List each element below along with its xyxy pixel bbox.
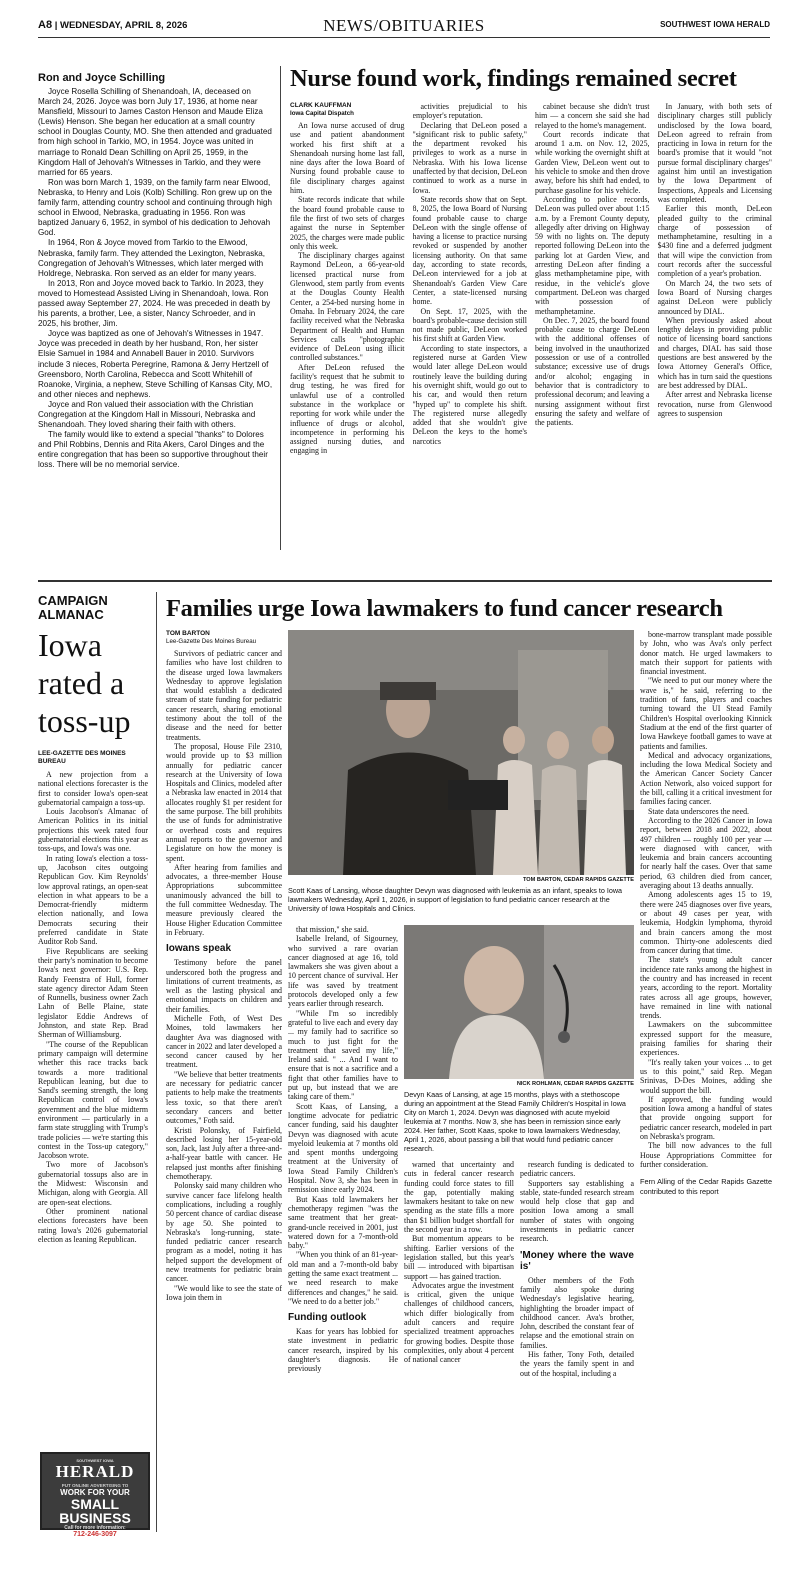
page-folio: A8 | WEDNESDAY, APRIL 8, 2026 NEWS/OBITUARIES SOUTHWEST IOWA HERALD: [38, 16, 770, 38]
article-paragraph: Medical and advocacy organizations, including the Iowa Medical Society and the American Cancer Society Cancer Action Network, also voiced support for the bill, calling it a critical investment for families facing cancer.: [640, 750, 772, 807]
obituary-paragraph: Joyce Rosella Schilling of Shenandoah, IA, deceased on March 24, 2026. Joyce was born July 17, 1936, at home near Mansfield, Missouri to James Caston Henson and Maude Eliza (Lewis) Henson. She began her education at a small country school in Douglas County, MO. She then attended and graduated from high school in Tarkio, MO, in 1954. Joyce was united in marriage to Ronald Dean Schilling on April 25, 1959, in the Kingdom Hall of Jehovah's Witnesses in Tarkio, and they were married for 65 years.: [38, 87, 272, 177]
article-paragraph: "It's really taken your voices ... to get us to this point," said Rep. Megan Srinivas, D-Des Moines, adding she would support the bill.: [640, 1057, 772, 1095]
obituary-paragraph: Ron was born March 1, 1939, on the family farm near Elwood, Nebraska, to Henry and Lois (Kolb) Schilling. Ron grew up on the family farm, attending country school and continuing through high school in Elwood, Nebraska, graduating in 1956. Ron was baptized January 6, 1952, in symbol of his dedication to Jehovah God.: [38, 177, 272, 238]
article-paragraph: On Sept. 17, 2025, with the board's probable-cause decision still not made public, DeLeon worked his first shift at Garden View.: [412, 306, 527, 344]
article-paragraph: On March 24, the two sets of Iowa Board of Nursing charges against DeLeon were publicly announced by DIAL.: [657, 278, 772, 316]
subhead-funding-outlook: Funding outlook: [288, 1312, 367, 1324]
contributor-note: Fern Alling of the Cedar Rapids Gazette contributed to this report: [640, 1177, 772, 1196]
nurse-col-1: [290, 102, 405, 562]
cancer-headline-wrap: [166, 594, 772, 624]
article-paragraph: But momentum appears to be shifting. Earlier versions of the legislation stalled, but this year's bill — introduced with bipartisan support — has gained traction.: [404, 1234, 514, 1281]
article-text: [413, 102, 528, 446]
obituary: [38, 72, 275, 471]
nurse-org: Iowa Capital Dispatch: [290, 110, 354, 117]
article-paragraph: Advocates argue the investment is critical, given the unique challenges of childhood cancers, which differ biologically from adult cancers and require specialized treatment approaches for growing bodies. Despite those complexities, only about 4 percent of national cancer: [404, 1280, 514, 1365]
article-paragraph: warned that uncertainty and cuts in federal cancer research funding could force states to fill the gap, potentially making lawmakers hesitant to take on new spending as the state fills a more than $1 billion budget shortfall for the second year in a row.: [404, 1160, 514, 1235]
article-paragraph: Lawmakers on the subcommittee expressed support for the measure, praising families for sharing their experiences.: [640, 1020, 772, 1058]
article-text: [535, 102, 650, 427]
article-paragraph: State records indicate that while the board found probable cause to file the first of two sets of charges against the nurse in September 2025, the charges were made public only this week.: [290, 195, 405, 251]
article-paragraph: In January, with both sets of disciplinary charges still publicly undisclosed by the Iowa board, DeLeon agreed to refrain from practicing in Iowa in return for the board's promise that it would "not pursue formal disciplinary charges" against him until an investigation by the Iowa Department of Inspections, Appeals and Licensing was completed.: [657, 102, 772, 204]
cancer-col-2: [288, 925, 398, 1530]
article-paragraph: bone-marrow transplant made possible by John, who was Ava's only perfect donor match. He urged lawmakers to match their support for patients with financial investment.: [640, 630, 772, 677]
article-paragraph: Survivors of pediatric cancer and families who have lost children to the disease urged Iowa lawmakers Wednesday to approve legislation that would establish a dedicated stream of state funding for pediatric cancer research, sharing emotional testimony about the toll of the disease and the need for better treatments.: [166, 649, 282, 742]
article-paragraph: activities prejudicial to his employer's reputation.: [412, 102, 527, 121]
nurse-story: [290, 64, 772, 562]
article-paragraph: The bill now advances to the full House Appropriations Committee for further consideration.: [640, 1141, 772, 1169]
article-text: [288, 1327, 398, 1373]
article-paragraph: After arrest and Nebraska license revocation, nurse from Glenwood agrees to suspension: [657, 390, 772, 418]
photo-devyn-kaas: [404, 925, 634, 1079]
article-paragraph: "We need to put our money where the wave is," he said, referring to the tradition of fans, players and coaches turning toward the UI Stead Family Children's Hospital overlooking Kinnick Stadium at the end of the first quarter of Iowa Hawkeye football games to wave at patients and families.: [640, 676, 772, 751]
photo-1-image: [288, 630, 634, 875]
article-paragraph: "We would like to see the state of Iowa join them in: [166, 1283, 282, 1302]
almanac-paragraph: "The course of the Republican primary campaign will determine whether this race tracks back towards a more traditional Republican leaning, but due to Sand's seeming strength, the long Republican control of Iowa's government and the blue midterm environment — particularly in a farm state struggling with Trump's trade policies — we're starting this contest in the Toss-up category," Jacobson wrote.: [38, 1039, 148, 1161]
cancer-col-5: [640, 630, 772, 1530]
article-paragraph: research funding is dedicated to pediatric cancers.: [520, 1160, 634, 1179]
article-paragraph: According to state inspectors, a registered nurse at Garden View would later allege DeLeon would routinely leave the building during his overnight shift, would go out to his car, and would then return "hyped up" to complete his shift. The registered nurse allegedly added that she wouldn't give DeLeon the keys to the home's narcotics: [412, 343, 527, 446]
article-paragraph: Court records indicate that around 1 a.m. on Nov. 12, 2025, while working the overnight shift at Garden View, DeLeon went out to his vehicle to smoke and then drove away, before his shift had ended, to purchase gasoline for his vehicle.: [535, 129, 650, 195]
almanac-kicker: CAMPAIGN ALMANAC: [38, 593, 108, 622]
ad-small: SOUTHWEST IOWA: [76, 1458, 114, 1463]
column-divider: [280, 66, 281, 550]
article-paragraph: The state's young adult cancer incidence rate ranks among the highest in the country and has increased in recent years, according to the report. Mortality rates across all age groups, however, have remained in line with national trends.: [640, 955, 772, 1021]
article-paragraph: State records show that on Sept. 8, 2025, the Iowa Board of Nursing found probable cause to charge DeLeon with the single offense of having a license to practice nursing revoked or suspended by another licensing authority. On that same day, according to state records, DeLeon interviewed for a job at Shenandoah's Garden View Care Center, a state-licensed nursing home.: [412, 194, 527, 307]
nurse-col-2: [413, 102, 528, 562]
obituary-title: Ron and Joyce Schilling: [38, 72, 166, 84]
obituary-paragraph: Joyce and Ron valued their association with the Christian Congregation at the Kingdom Hall in Missouri, Nebraska and Shenandoah. They loved sharing their faith with others.: [38, 399, 256, 430]
subhead-money-wave: 'Money where the wave is': [520, 1249, 634, 1272]
obituary-body: [38, 87, 275, 471]
ad-line-1: WORK FOR YOUR: [60, 1488, 130, 1497]
article-paragraph: Scott Kaas, of Lansing, a longtime advocate for pediatric cancer funding, said his daughter Devyn was diagnosed with acute myeloid leukemia at 7 months old and spent months undergoing treatment at the University of Iowa Stead Family Children's Hospital. Now 3, she has been in remission since early 2024.: [288, 1101, 398, 1195]
cancer-author: TOM BARTON: [166, 630, 210, 637]
article-text: [166, 958, 282, 1302]
article-paragraph: An Iowa nurse accused of drug use and patient abandonment worked his first shift at a Shenandoah nursing home last fall, nine days after the Iowa Board of Nursing found probable cause to file disciplinary charges against him.: [290, 121, 405, 196]
article-paragraph: His father, Tony Foth, detailed the years the family spent in and out of the hospital, including a: [520, 1350, 634, 1378]
article-text: [658, 102, 773, 418]
photo-1-caption: Scott Kaas of Lansing, whose daughter Devyn was diagnosed with leukemia as an infant, speaks to Iowa lawmakers Wednesday, April 1, 2026, in support of legislation to fund pediatric cancer research at the University of Iowa Hospitals and Clinics.: [288, 886, 623, 913]
article-paragraph: that mission," she said.: [296, 925, 369, 934]
article-text: [166, 649, 282, 937]
nurse-headline: Nurse found work, findings remained secret: [290, 65, 737, 92]
photo-2-credit: NICK ROHLMAN, CEDAR RAPIDS GAZETTE: [516, 1081, 634, 1087]
herald-ad[interactable]: [40, 1452, 150, 1538]
page-number: A8: [38, 19, 53, 31]
ad-line-3: BUSINESS: [59, 1510, 131, 1526]
article-paragraph: The disciplinary charges against Raymond DeLeon, a 66-year-old licensed practical nurse from Glenwood, stem partly from events at the Douglas County Health Center, a 254-bed nursing home in Omaha. In February 2024, the care facility received what the Nebraska Department of Health and Human Services calls "photographic evidence of DeLeon using illicit controlled substances.": [290, 251, 405, 363]
article-text: [290, 121, 405, 456]
article-paragraph: Supporters say establishing a stable, state-funded research stream would help close that gap and position Iowa among a small number of states with ongoing investments in pediatric cancer research.: [520, 1178, 634, 1244]
obituary-paragraph: In 1964, Ron & Joyce moved from Tarkio to the Elwood, Nebraska, family farm. They attended the Lexington, Nebraska, Congregation of Jehovah's Witnesses, which later merged with Holdrege, Nebraska. Ron served as an elder for many years.: [38, 238, 266, 278]
article-paragraph: After DeLeon refused the facility's request that he submit to drug testing, he was fired for unlawful use of a controlled substance in the workplace or reporting for work while under the influence of drugs or alcohol, incompetence in performing his assigned nursing duties, and engaging in: [290, 362, 405, 456]
section-title: NEWS/OBITUARIES: [323, 16, 485, 35]
almanac-paragraph: Louis Jacobson's Almanac of American Politics in its initial projections this week rated four gubernatorial elections this year as toss-ups, and Iowa's was one.: [38, 807, 148, 854]
almanac-paragraph: In rating Iowa's election a toss-up, Jacobson cites outgoing Republican Gov. Kim Reynolds' low approval ratings, an open-seat election in what appears to be a Democrat-friendly midterm election nationally, and Iowa Democrats securing their preferred candidate in State Auditor Rob Sand.: [38, 853, 148, 947]
cancer-col-4: [520, 1160, 634, 1530]
almanac-paragraph: Two more of Jacobson's gubernatorial tossups also are in the Midwest: Wisconsin and Michigan, along with Georgia. All are open-seat elections.: [38, 1160, 148, 1207]
column-divider: [156, 592, 157, 1532]
article-paragraph: Among adolescents ages 15 to 19, there were 245 diagnoses over five years, or about 49 cases per year, with leukemia, Hodgkin lymphoma, thyroid and brain cancers among the most common. Thirty-one adolescents died from cancer during that time.: [640, 890, 772, 956]
almanac-paragraph: Other prominent national elections forecasters have been rating Iowa's 2026 gubernatorial election as leaning Republican.: [38, 1206, 148, 1244]
article-paragraph: According to police records, DeLeon was pulled over about 1:15 a.m. by a Fremont County deputy, allegedly after driving on Highway 59 with no lights on. The deputy reported following DeLeon into the parking lot at Garden View, and arresting DeLeon after finding a glass methamphetamine pipe, with residue, in the vehicle's glove compartment. DeLeon was charged with possession of methamphetamine.: [535, 194, 650, 316]
cancer-col-1: [166, 630, 282, 1530]
article-paragraph: Kaas for years has lobbied for state investment in pediatric cancer research, inspired by his daughter's diagnosis. He previously: [288, 1327, 398, 1374]
article-text: [640, 630, 772, 1169]
article-paragraph: The proposal, House File 2310, would provide up to $3 million annually for pediatric cancer research at the University of Iowa Hospitals and Clinics, modeled after a Nebraska law enacted in 2014 that allocates roughly $1 per resident for the same purpose. The bill prohibits the use of funds for administrative or overhead costs and requires annual reports to the governor and Legislature on how the money is spent.: [166, 741, 282, 863]
ad-tagline: PUT ONLINE ADVERTISING TO: [61, 1483, 129, 1488]
obituary-paragraph: Joyce was baptized as one of Jehovah's Witnesses in 1947. Joyce was preceded in death by her husband, Ron, her sister Elsie Samuel in 1984 and Annabell Bauer in 2010. Survivors include 3 nieces, Roberta Peregrine, Ramona & Jerry Hertzell of Greensboro, North Carolina, Rebecca and Scott Whitehill of Roanoke, Virginia, a nephew, Steve Schilling of Kansas City, MO, and other nieces and nephews.: [38, 329, 273, 399]
cancer-col-3: [404, 1160, 514, 1530]
almanac-paragraph: A new projection from a national elections forecaster is the first to consider Iowa's open-seat gubernatorial campaign a toss-up.: [38, 770, 148, 807]
photo-2-image: [404, 925, 634, 1079]
nurse-author: CLARK KAUFFMAN: [290, 102, 352, 109]
ad-phone-label: Call for more information:: [64, 1525, 126, 1531]
article-text: [404, 1160, 514, 1365]
ad-line-2: SMALL: [70, 1496, 120, 1512]
article-paragraph: Declaring that DeLeon posed a "significant risk to public safety," the department revoked his privileges to work as a nurse in Nebraska. With his Iowa license unaffected by that decision, DeLeon continued to work as a nurse in Iowa.: [412, 120, 527, 195]
article-paragraph: State data underscores the need.: [648, 806, 750, 816]
issue-date: WEDNESDAY, APRIL 8, 2026: [60, 20, 188, 31]
article-paragraph: After hearing from families and advocates, a three-member House Appropriations subcommittee unanimously advanced the bill to the full committee Wednesday. The measure previously cleared the House Higher Education Committee in February.: [166, 862, 282, 937]
article-paragraph: Isabelle Ireland, of Sigourney, who survived a rare ovarian cancer diagnosed at age 16, told lawmakers she was given about a 10 percent chance of survival. Her life was saved by treatment protocols developed only a few years earlier through research.: [288, 934, 398, 1009]
article-paragraph: "While I'm so incredibly grateful to live each and every day ... my family had to sacrifice so much to just fight for the treatment that saved my life," Ireland said. " ... And I want to ensure that is not a sacrifice and a fight that other families have to put up, but instead that we are taking care of them.": [288, 1008, 398, 1102]
article-paragraph: cabinet because she didn't trust him — a concern she said she had relayed to the home's management.: [535, 102, 650, 130]
nurse-col-3: [535, 102, 650, 562]
article-text: [520, 1276, 634, 1378]
article-paragraph: "When you think of an 81-year-old man and a 7-month-old baby getting the same exact treatment ... we need research to make differences and changes," he said. "We need to do a better job.": [288, 1250, 398, 1306]
article-paragraph: "We believe that better treatments are necessary for pediatric cancer patients to help make the treatments less toxic, so that there aren't secondary cancers and better outcomes," Foth said.: [166, 1069, 282, 1126]
photo-1-credit: TOM BARTON, CEDAR RAPIDS GAZETTE: [522, 877, 634, 883]
almanac-body: [38, 770, 148, 1540]
cancer-headline: Families urge Iowa lawmakers to fund cancer research: [166, 595, 723, 622]
article-paragraph: Polonsky said many children who survive cancer face lifelong health complications, including a roughly 50 percent chance of cardiac disease by age 50. She pointed to Nebraska's long-running, state-funded pediatric cancer research program as a model, noting it has helped support the development of new treatments for pediatric brain cancer.: [166, 1181, 282, 1284]
article-text: [288, 925, 398, 1306]
ad-phone: 712-246-3097: [73, 1531, 117, 1538]
almanac-paragraph: Five Republicans are seeking their party's nomination to become Iowa's next governor: U.S. Rep. Randy Feenstra of Hull, former state agency director Adam Steen of Runnells, business owner Zach Lahn of Belle Plaine, state legislator Eddie Andrews of Johnston, and state Rep. Brad Sherman of Williamsburg.: [38, 946, 148, 1040]
nurse-col-4: [658, 102, 773, 562]
article-paragraph: If approved, the funding would position Iowa among a handful of states that provide ongoing support for pediatric cancer research, modeled in part on Nebraska's program.: [640, 1094, 772, 1142]
campaign-almanac: [38, 594, 148, 1540]
article-paragraph: Other members of the Foth family also spoke during Wednesday's legislative hearing, highlighting the broader impact of childhood cancer. Ava's brother, John, described the constant fear of relapse and the emotional strain on families.: [520, 1275, 634, 1350]
subhead-iowans-speak: Iowans speak: [166, 943, 232, 955]
article-paragraph: Earlier this month, DeLeon pleaded guilty to the criminal charge of possession of methamphetamine, resulting in a $430 fine and a deferred judgment that will wipe the conviction from court records after the successful completion of a year's probation.: [657, 204, 772, 279]
photo-2-caption: Devyn Kaas of Lansing, at age 15 months, plays with a stethoscope during an appointment at the Stead Family Children's Hospital in Iowa City on March 1, 2024. Devyn was diagnosed with acute myeloid leukemia at 7 months. Now 3, she has been in remission since early 2024. Her father, Scott Kaas, spoke to Iowa lawmakers Wednesday, April 1, 2026, about passing a bill that would fund pediatric cancer research.: [404, 1090, 626, 1153]
ad-logo: HERALD: [55, 1462, 135, 1481]
article-paragraph: When previously asked about lengthy delays in providing public notice of licensing board sanctions and charges, DIAL has said those questions are best answered by the Iowa Attorney General's Office, which has in turn said the questions are best addressed by DIAL.: [657, 315, 772, 390]
obituary-paragraph: In 2013, Ron and Joyce moved back to Tarkio. In 2023, they moved to Homestead Assisted Living in Shenandoah, Iowa. Ron passed away September 27, 2024. He was preceded in death by his parents, a brother, Lee, a sister, Nancy Schroeder, and in 2025, his brother, Jim.: [38, 278, 271, 329]
section-rule: [38, 580, 772, 582]
photo-scott-kaas: [288, 630, 634, 875]
article-paragraph: According to the 2026 Cancer in Iowa report, between 2018 and 2022, about 497 children — roughly 100 per year — were diagnosed with cancer, with leukemia and brain cancers accounting for nearly half the cases. Over that same period, 63 children died from cancer, averaging about 13 deaths annually.: [640, 815, 772, 891]
article-paragraph: Testimony before the panel underscored both the progress and limitations of current treatments, as well as the lasting physical and emotional impacts on children and their families.: [166, 958, 282, 1014]
article-text: [520, 1160, 634, 1244]
article-paragraph: Kristi Polonsky, of Fairfield, described losing her 15-year-old son, Jack, last July after a three-and-a-half-year battle with cancer. He relapsed just months after finishing chemotherapy.: [166, 1125, 282, 1182]
almanac-byline: LEE-GAZETTE DES MOINES BUREAU: [38, 750, 126, 765]
cancer-org: Lee-Gazette Des Moines Bureau: [166, 638, 257, 645]
obituary-paragraph: The family would like to extend a special "thanks" to Dolores and Phil Robbins, Dennis and Rita Akers, Carol Dinges and the entire congregation that has been so supportive throughout their loss. There will be no memorial service.: [38, 430, 268, 470]
almanac-headline: Iowa rated a toss-up: [38, 627, 131, 739]
article-paragraph: But Kaas told lawmakers her chemotherapy regimen "was the same treatment that her great-grand-uncle received in 2001, just watered down for a 7-month-old baby.": [288, 1194, 398, 1251]
paper-name: SOUTHWEST IOWA HERALD: [660, 20, 770, 29]
article-paragraph: On Dec. 7, 2025, the board found probable cause to charge DeLeon with the additional offenses of being involved in the unauthorized possession or use of a controlled substance; excessive use of drugs and/or alcohol; engaging in behavior that is contradictory to professional decorum; and leaving a nursing assignment without first ensuring the safety and welfare of the patients.: [535, 315, 650, 428]
article-paragraph: Michelle Foth, of West Des Moines, told lawmakers her daughter Ava was diagnosed with cancer in 2022 and later developed a second cancer caused by her treatment.: [166, 1013, 282, 1070]
